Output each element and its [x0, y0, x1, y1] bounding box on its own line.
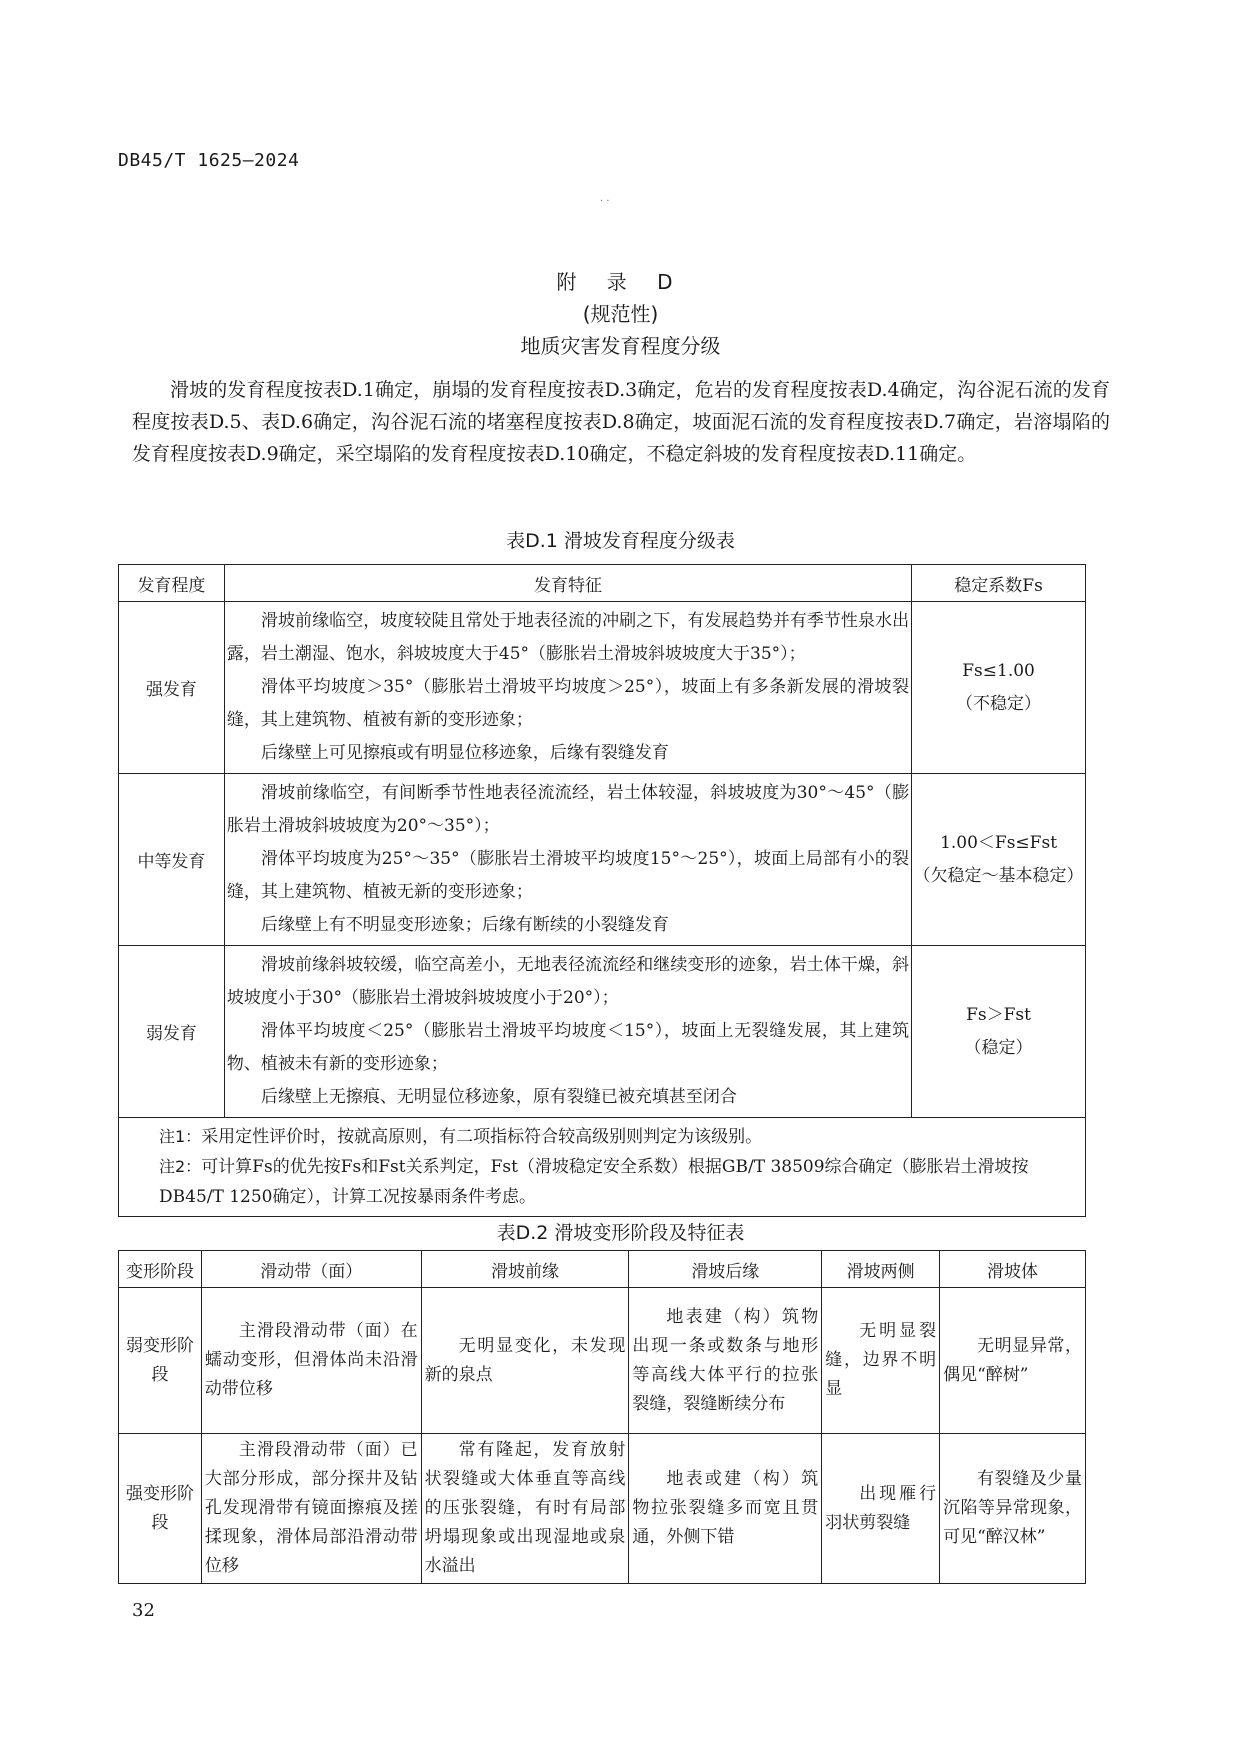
- fs-note: （稳定）: [964, 1037, 1033, 1058]
- rear-cell: [629, 1288, 822, 1434]
- fs-cell: [912, 602, 1086, 774]
- band-text: 主滑段滑动带（面）已大部分形成，部分探井及钻孔发现滑带有镜面擦痕及搓揉现象，滑体局部沿滑动带位移: [204, 1440, 418, 1576]
- feature-line: 后缘壁上可见擦痕或有明显位移迹象，后缘有裂缝发育: [260, 743, 669, 763]
- stage-cell: 弱变形阶段: [119, 1288, 202, 1434]
- note-2: [159, 1152, 1077, 1212]
- header-fs: 稳定系数Fs: [912, 565, 1086, 602]
- feature-line: 滑体平均坡度＞35°（膨胀岩土滑坡平均坡度＞25°），坡面上有多条新发展的滑坡裂缝，其上建筑物、植被有新的变形迹象；: [226, 677, 910, 730]
- notes-row: [119, 1118, 1086, 1217]
- appendix-heading: 地质灾害发育程度分级: [520, 334, 721, 358]
- decorative-dots: · ·: [600, 196, 610, 207]
- header-stage: 变形阶段: [119, 1251, 202, 1288]
- body-cell: [940, 1288, 1086, 1434]
- front-cell: [421, 1288, 629, 1434]
- note-label: 注2：: [159, 1157, 202, 1176]
- appendix-subtitle: (规范性): [582, 302, 659, 326]
- body-cell: [940, 1434, 1086, 1584]
- feature-line: 滑坡前缘临空，坡度较陡且常处于地表径流的冲刷之下，有发展趋势并有季节性泉水出露，岩土潮湿、饱水，斜坡坡度大于45°（膨胀岩土滑坡斜坡坡度大于35°）；: [226, 611, 910, 664]
- table-header-row: [119, 1251, 1086, 1288]
- feature-line: 后缘壁上有不明显变形迹象；后缘有断续的小裂缝发育: [260, 915, 669, 935]
- intro-paragraph: 滑坡的发育程度按表D.1确定，崩塌的发育程度按表D.3确定，危岩的发育程度按表D.4确定，沟谷泥石流的发育程度按表D.5、表D.6确定，沟谷泥石流的堵塞程度按表D.8确定，坡面泥石流的发育程度按表D.7确定，岩溶塌陷的发育程度按表D.9确定，采空塌陷的发育程度按表D.10确定，不稳定斜坡的发育程度按表D.11确定。: [132, 379, 1110, 465]
- table-row: [119, 1288, 1086, 1434]
- table-row: [119, 602, 1086, 774]
- page-number: 32: [132, 1600, 155, 1621]
- fs-value: Fs＞Fst: [966, 1004, 1031, 1025]
- sides-text: 无明显裂缝，边界不明显: [825, 1321, 937, 1399]
- stage-cell: 强变形阶段: [119, 1434, 202, 1584]
- header-sides: 滑坡两侧: [822, 1251, 940, 1288]
- feature-line: 滑坡前缘临空，有间断季节性地表径流流经，岩土体较湿，斜坡坡度为30°～45°（膨胀岩土滑坡斜坡坡度为20°～35°）；: [226, 783, 910, 836]
- level-cell: 强发育: [119, 602, 225, 774]
- features-cell: [224, 946, 911, 1118]
- table-row: [119, 946, 1086, 1118]
- appendix-title: 附 录 D: [556, 270, 685, 294]
- table2-caption: 表D.2 滑坡变形阶段及特征表: [496, 1222, 745, 1244]
- note-1: [159, 1122, 1077, 1152]
- front-cell: [421, 1434, 629, 1584]
- feature-line: 滑体平均坡度＜25°（膨胀岩土滑坡平均坡度＜15°），坡面上无裂缝发展，其上建筑物、植被未有新的变形迹象；: [226, 1021, 910, 1074]
- feature-line: 滑坡前缘斜坡较缓，临空高差小，无地表径流流经和继续变形的迹象，岩土体干燥，斜坡坡度小于30°（膨胀岩土滑坡斜坡坡度小于20°）；: [226, 955, 910, 1008]
- note-label: 注1：: [159, 1127, 202, 1146]
- rear-cell: [629, 1434, 822, 1584]
- header-band: 滑动带（面）: [201, 1251, 421, 1288]
- fs-cell: [912, 946, 1086, 1118]
- front-text: 常有隆起，发育放射状裂缝或大体垂直等高线的压张裂缝，有时有局部坍塌现象或出现湿地或泉水溢出: [424, 1440, 626, 1576]
- header-body: 滑坡体: [940, 1251, 1086, 1288]
- table-row: [119, 774, 1086, 946]
- note-text: 可计算Fs的优先按Fs和Fst关系判定，Fst（滑坡稳定安全系数）根据GB/T 38509综合确定（膨胀岩土滑坡按DB45/T 1250确定），计算工况按暴雨条件考虑。: [159, 1157, 1029, 1207]
- fs-note: （不稳定）: [956, 693, 1042, 714]
- fs-cell: [912, 774, 1086, 946]
- table1-caption: 表D.1 滑坡发育程度分级表: [506, 530, 735, 552]
- level-cell: 弱发育: [119, 946, 225, 1118]
- landslide-deformation-stage-table: [118, 1250, 1086, 1584]
- level-cell: 中等发育: [119, 774, 225, 946]
- document-code: DB45/T 1625—2024: [118, 150, 300, 171]
- sides-cell: [822, 1288, 940, 1434]
- features-cell: [224, 774, 911, 946]
- landslide-development-table: [118, 564, 1086, 1217]
- features-cell: [224, 602, 911, 774]
- rear-text: 地表建（构）筑物出现一条或数条与地形等高线大体平行的拉张裂缝，裂缝断续分布: [632, 1306, 819, 1414]
- note-text: 采用定性评价时，按就高原则，有二项指标符合较高级别则判定为该级别。: [201, 1127, 763, 1147]
- fs-value: 1.00＜Fs≤Fst: [940, 832, 1058, 853]
- table-row: [119, 1434, 1086, 1584]
- fs-note: （欠稳定～基本稳定）: [913, 865, 1084, 886]
- band-text: 主滑段滑动带（面）在蠕动变形，但滑体尚未沿滑动带位移: [204, 1321, 418, 1399]
- header-front: 滑坡前缘: [421, 1251, 629, 1288]
- header-rear: 滑坡后缘: [629, 1251, 822, 1288]
- feature-line: 后缘壁上无擦痕、无明显位移迹象，原有裂缝已被充填甚至闭合: [260, 1087, 737, 1107]
- rear-text: 地表或建（构）筑物拉张裂缝多而宽且贯通，外侧下错: [632, 1469, 819, 1547]
- band-cell: [201, 1434, 421, 1584]
- body-text: 有裂缝及少量沉陷等异常现象，可见“醉汉林”: [943, 1469, 1082, 1547]
- sides-cell: [822, 1434, 940, 1584]
- band-cell: [201, 1288, 421, 1434]
- notes-cell: [119, 1118, 1086, 1217]
- table-header-row: [119, 565, 1086, 602]
- header-level: 发育程度: [119, 565, 225, 602]
- header-features: 发育特征: [224, 565, 911, 602]
- sides-text: 出现雁行羽状剪裂缝: [825, 1483, 937, 1533]
- feature-line: 滑体平均坡度为25°～35°（膨胀岩土滑坡平均坡度15°～25°），坡面上局部有小的裂缝，其上建筑物、植被无新的变形迹象；: [226, 849, 910, 902]
- front-text: 无明显变化，未发现新的泉点: [424, 1335, 626, 1385]
- body-text: 无明显异常，偶见“醉树”: [943, 1335, 1082, 1385]
- fs-value: Fs≤1.00: [962, 660, 1035, 681]
